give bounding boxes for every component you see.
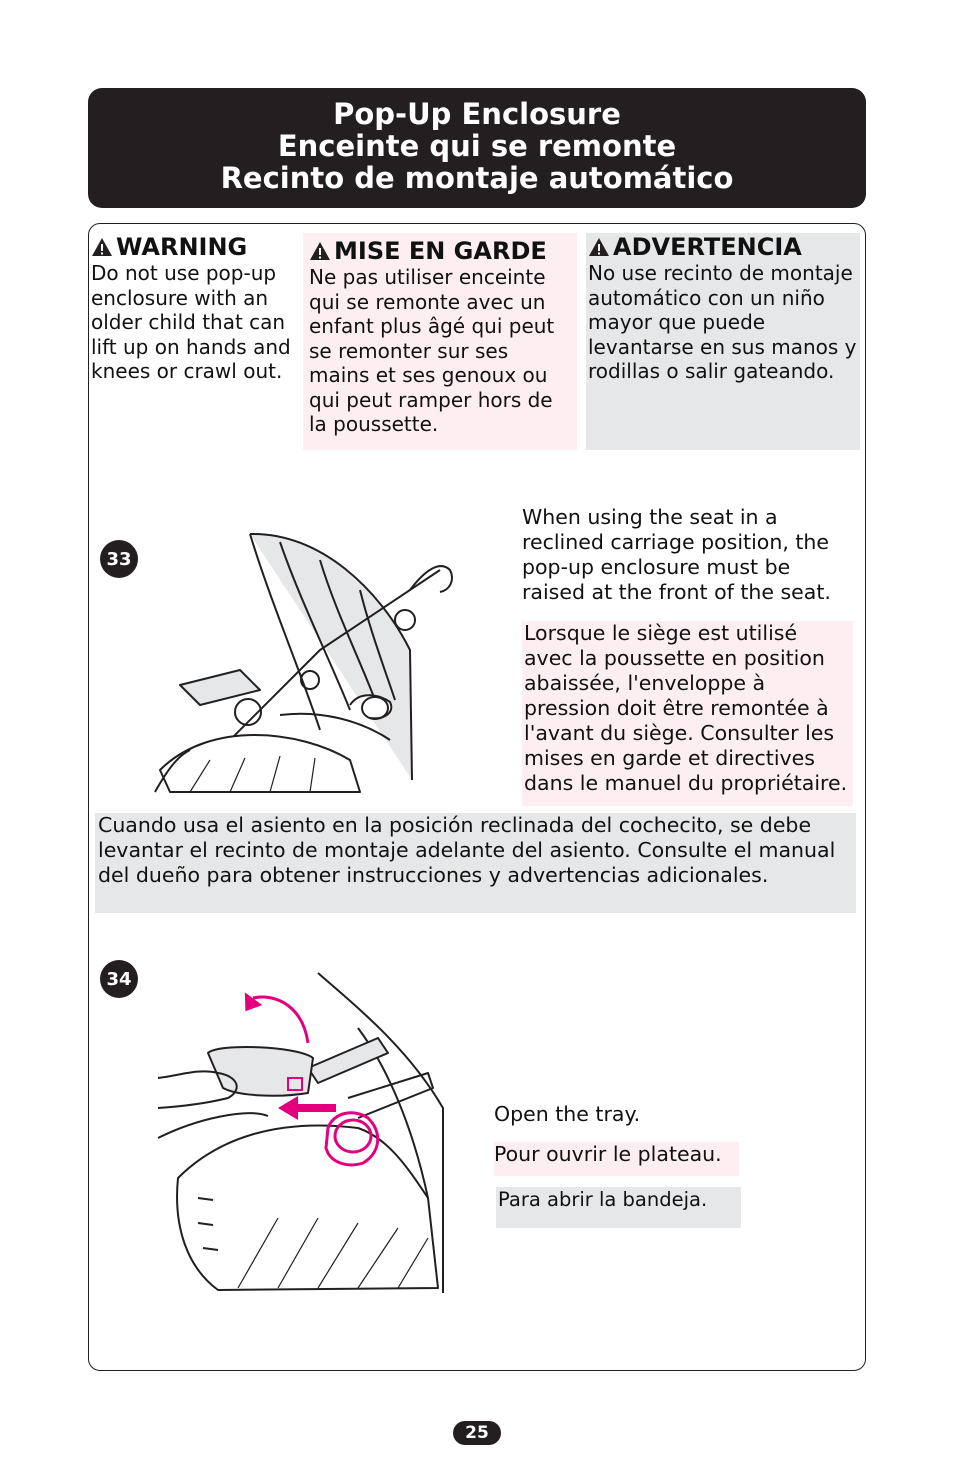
stroller-reclined-illustration [150, 530, 460, 795]
title-french: Enceinte qui se remonte [277, 129, 677, 163]
warning-title: ADVERTENCIA [613, 233, 802, 261]
step33-text-french: Lorsque le siège est utilisé avec la poussette en position abaissée, l'enveloppe à pression doit être remontée à l'avant du siège. Consulter les mises en garde et directives dans le manuel du propriétaire. [522, 621, 853, 806]
step-number-badge: 34 [100, 960, 138, 998]
step34-text-english: Open the tray. [494, 1102, 641, 1126]
step34-text-french: Pour ouvrir le plateau. [494, 1142, 739, 1176]
warning-french [303, 233, 577, 450]
tray-opening-illustration [158, 968, 448, 1298]
step33-text-english: When using the seat in a reclined carriage position, the pop-up enclosure must be raised at the front of the seat. [522, 505, 831, 604]
title-spanish: Recinto de montaje automático [220, 161, 734, 195]
step-number-badge: 33 [100, 540, 138, 578]
warning-triangle-icon [91, 237, 113, 257]
warning-spanish [586, 233, 860, 450]
warning-english [91, 233, 301, 384]
title-english: Pop-Up Enclosure [333, 97, 621, 131]
warning-body: No use recinto de montaje automático con un niño mayor que puede levantarse en sus manos y rodillas o salir gateando. [588, 261, 857, 383]
warning-triangle-icon [309, 241, 331, 261]
step33-text-spanish: Cuando usa el asiento en la posición reclinada del cochecito, se debe levantar el recinto de montaje adelante del asiento. Consulte el manual del dueño para obtener instrucciones y advertencias adicionales. [95, 813, 856, 913]
warning-triangle-icon [588, 237, 610, 257]
warning-title: WARNING [116, 233, 248, 261]
warning-body: Do not use pop-up enclosure with an older child that can lift up on hands and knees or crawl out. [91, 261, 291, 383]
warning-body: Ne pas utiliser enceinte qui se remonte avec un enfant plus âgé qui peut se remonter sur ses mains et ses genoux ou qui peut ramper hors de la poussette. [309, 265, 555, 436]
step34-text-spanish: Para abrir la bandeja. [496, 1187, 741, 1228]
warning-title: MISE EN GARDE [334, 237, 547, 265]
page-number: 25 [453, 1421, 501, 1445]
page-title-banner [88, 88, 866, 208]
